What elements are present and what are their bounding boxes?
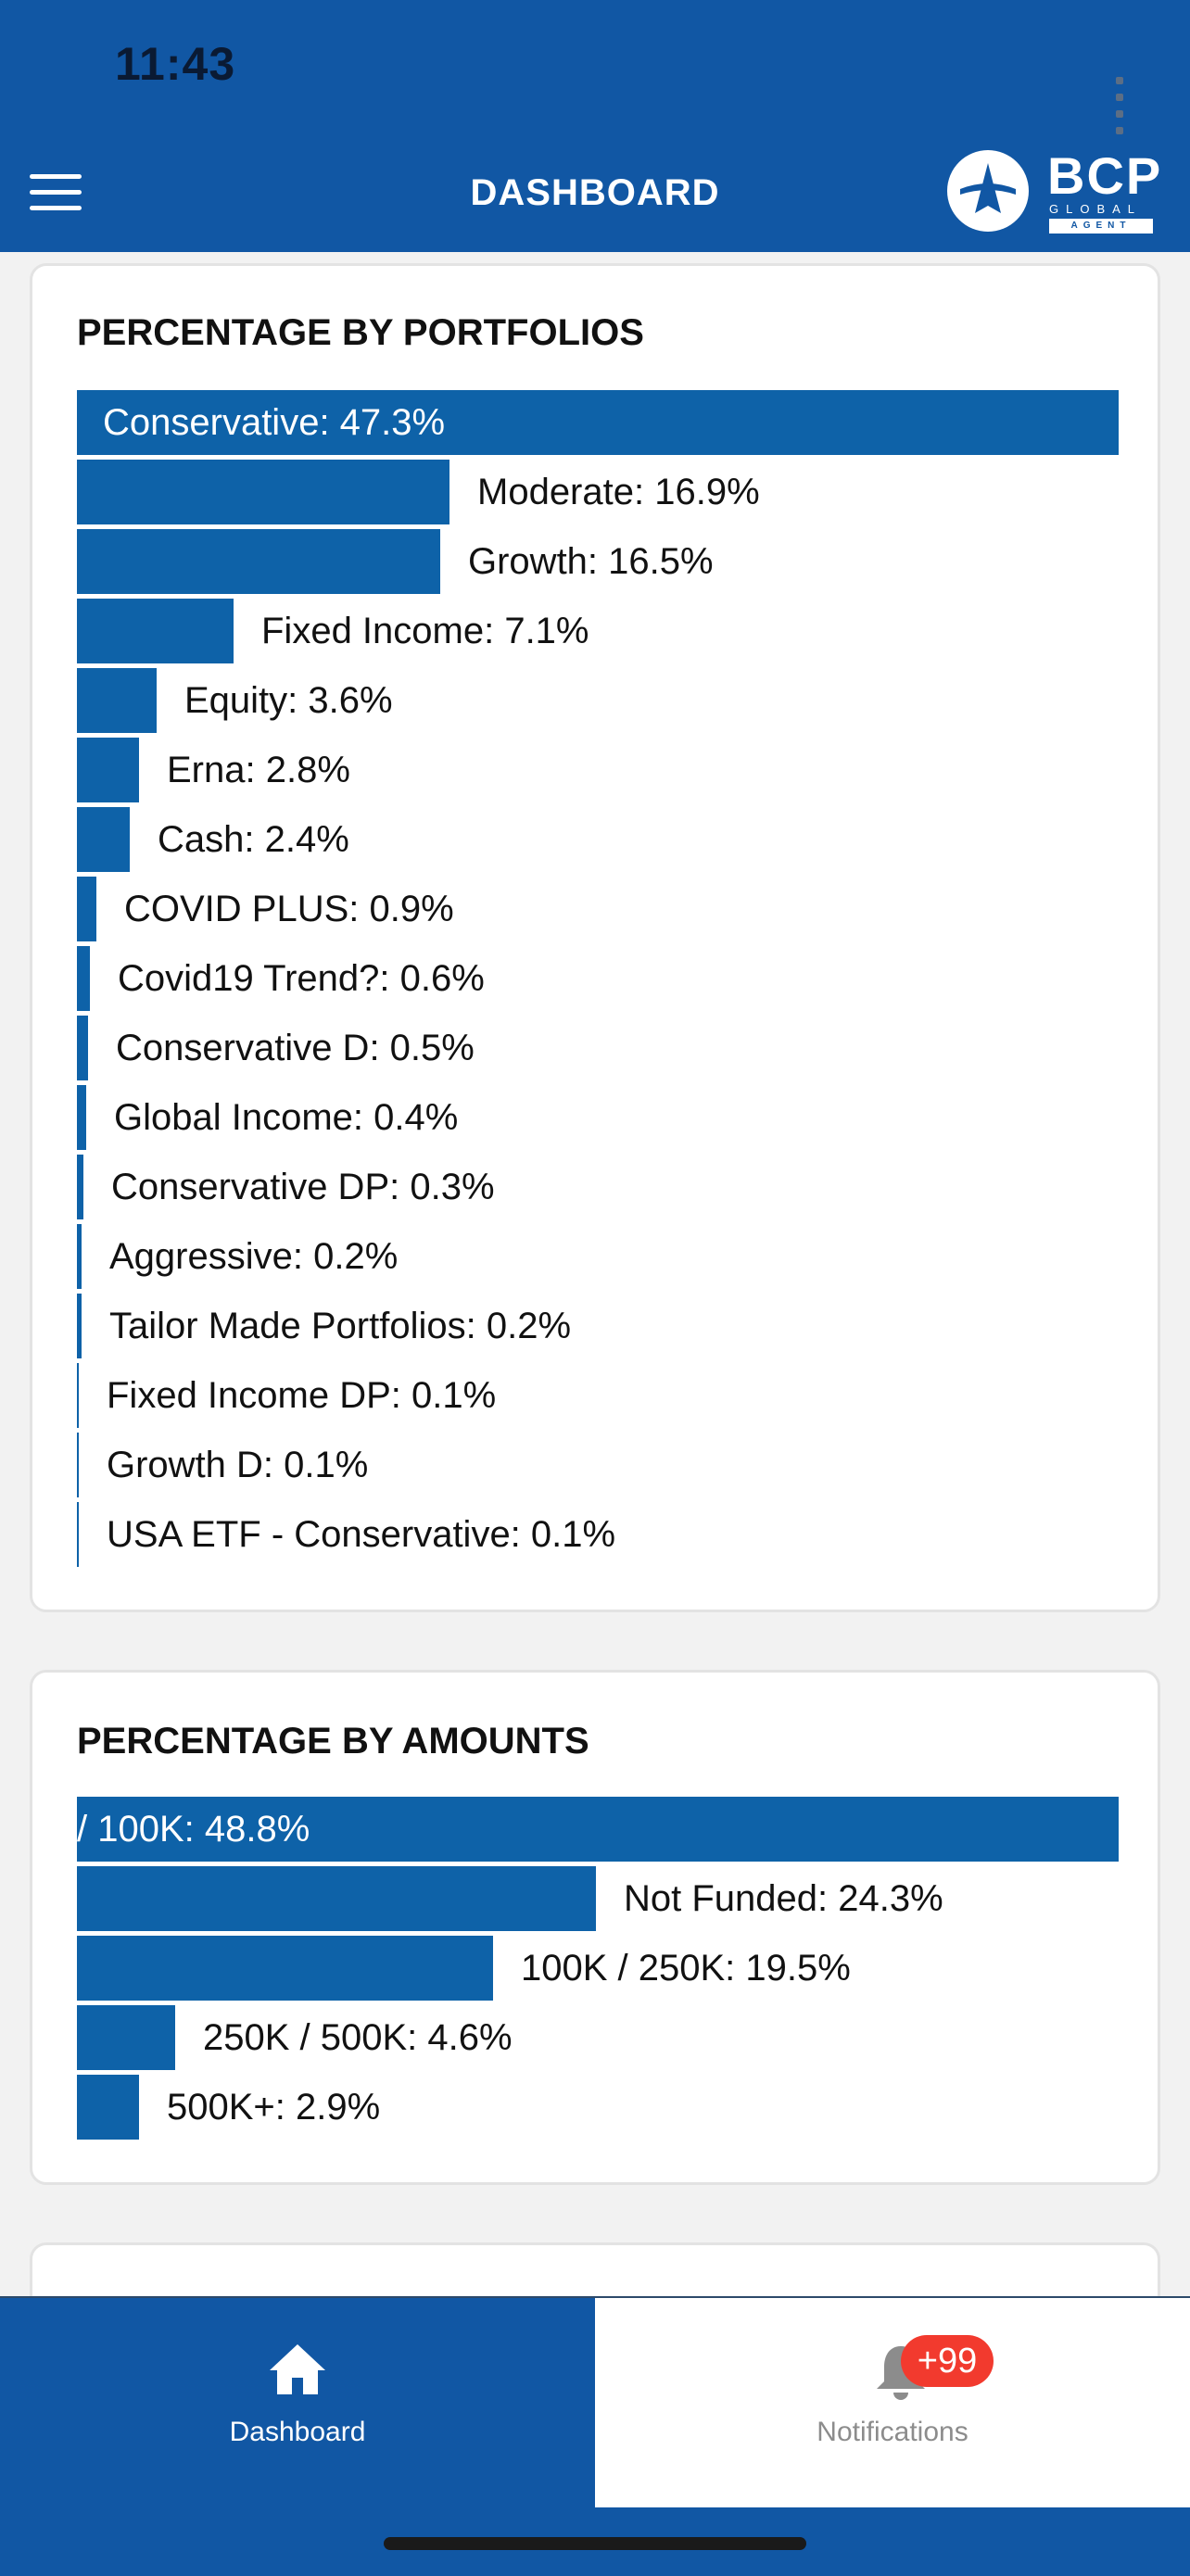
portfolio-label: Conservative DP: 0.3%	[111, 1167, 495, 1207]
portfolio-bar	[77, 807, 130, 872]
portfolio-bar	[77, 668, 157, 733]
logo-text: BCP	[1047, 146, 1163, 205]
portfolio-row	[77, 460, 1119, 529]
portfolio-bar	[77, 946, 90, 1011]
portfolio-row	[77, 390, 1119, 460]
portfolio-bar	[77, 1085, 86, 1150]
portfolio-bar	[77, 1502, 79, 1567]
portfolio-label: USA ETF - Conservative: 0.1%	[107, 1514, 616, 1555]
portfolio-bar	[77, 877, 96, 941]
amount-label: 500K+: 2.9%	[167, 2087, 381, 2128]
portfolio-row	[77, 738, 1119, 807]
portfolio-bar	[77, 1363, 79, 1428]
portfolio-row	[77, 1502, 1119, 1572]
portfolio-bar	[77, 1433, 79, 1497]
portfolio-label: COVID PLUS: 0.9%	[124, 889, 454, 929]
portfolio-label: Cash: 2.4%	[158, 819, 349, 860]
portfolio-label: Fixed Income DP: 0.1%	[107, 1375, 497, 1416]
portfolio-label: Growth: 16.5%	[468, 541, 714, 582]
portfolio-bar	[77, 460, 449, 524]
portfolio-row	[77, 1363, 1119, 1433]
portfolio-bar	[77, 1294, 82, 1358]
portfolio-label: Fixed Income: 7.1%	[261, 611, 589, 651]
notification-badge: +99	[901, 2335, 994, 2387]
tab-bar	[0, 2296, 1190, 2576]
amount-bar	[77, 2075, 139, 2140]
page-title: DASHBOARD	[470, 172, 720, 213]
amount-row	[77, 2005, 1119, 2075]
portfolio-label: Aggressive: 0.2%	[109, 1236, 399, 1277]
portfolio-label: Growth D: 0.1%	[107, 1445, 369, 1485]
portfolio-row	[77, 1294, 1119, 1363]
portfolio-row	[77, 807, 1119, 877]
portfolios-card-title: PERCENTAGE BY PORTFOLIOS	[77, 312, 644, 353]
portfolio-label: Erna: 2.8%	[167, 750, 350, 790]
portfolio-label: Equity: 3.6%	[184, 680, 393, 721]
portfolio-label: Moderate: 16.9%	[477, 472, 760, 512]
logo-emblem-icon	[947, 150, 1029, 232]
portfolios-card	[30, 263, 1160, 1612]
portfolio-row	[77, 877, 1119, 946]
app-header	[0, 0, 1190, 252]
amount-label: Not Funded: 24.3%	[624, 1878, 943, 1919]
bcp-logo	[947, 146, 1163, 234]
amount-bar	[77, 1866, 596, 1931]
status-time: 11:43	[115, 38, 236, 90]
portfolio-bar	[77, 1016, 88, 1080]
amount-row	[77, 1797, 1119, 1866]
amount-label: 250K / 500K: 4.6%	[203, 2017, 513, 2058]
portfolio-bar	[77, 738, 139, 802]
tab-dashboard-label: Dashboard	[229, 2417, 366, 2447]
portfolio-row	[77, 946, 1119, 1016]
tab-notifications[interactable]	[595, 2298, 1190, 2507]
amount-label: 100K / 250K: 19.5%	[521, 1948, 851, 1989]
logo-subtext: GLOBAL	[1049, 202, 1143, 216]
portfolio-row	[77, 668, 1119, 738]
amount-label: / 100K: 48.8%	[77, 1809, 310, 1850]
portfolio-bar	[77, 1155, 83, 1219]
home-indicator	[384, 2537, 806, 2550]
portfolio-bar	[77, 599, 234, 663]
portfolio-row	[77, 529, 1119, 599]
portfolio-label: Conservative D: 0.5%	[116, 1028, 475, 1068]
logo-subtext-agent: AGENT	[1049, 219, 1153, 234]
amount-bar	[77, 1936, 493, 2001]
portfolio-label: Global Income: 0.4%	[114, 1097, 459, 1138]
portfolio-row	[77, 1224, 1119, 1294]
portfolio-row	[77, 1155, 1119, 1224]
home-icon	[268, 2342, 327, 2396]
portfolio-row	[77, 599, 1119, 668]
tab-dashboard[interactable]	[0, 2298, 595, 2507]
amount-row	[77, 1936, 1119, 2005]
portfolio-row	[77, 1016, 1119, 1085]
portfolio-label: Covid19 Trend?: 0.6%	[118, 958, 485, 999]
amount-row	[77, 1866, 1119, 1936]
cellular-signal-icon	[1116, 72, 1129, 139]
portfolios-bar-chart	[77, 390, 1119, 1572]
portfolio-bar	[77, 529, 440, 594]
amount-row	[77, 2075, 1119, 2144]
portfolio-bar	[77, 1224, 82, 1289]
portfolio-label: Tailor Made Portfolios: 0.2%	[109, 1306, 572, 1346]
portfolio-row	[77, 1085, 1119, 1155]
amount-bar	[77, 2005, 175, 2070]
amounts-card-title: PERCENTAGE BY AMOUNTS	[77, 1721, 589, 1762]
amounts-bar-chart	[77, 1797, 1119, 2144]
portfolio-row	[77, 1433, 1119, 1502]
amounts-card	[30, 1670, 1160, 2185]
tab-notifications-label: Notifications	[817, 2417, 968, 2447]
portfolio-label: Conservative: 47.3%	[103, 402, 446, 443]
